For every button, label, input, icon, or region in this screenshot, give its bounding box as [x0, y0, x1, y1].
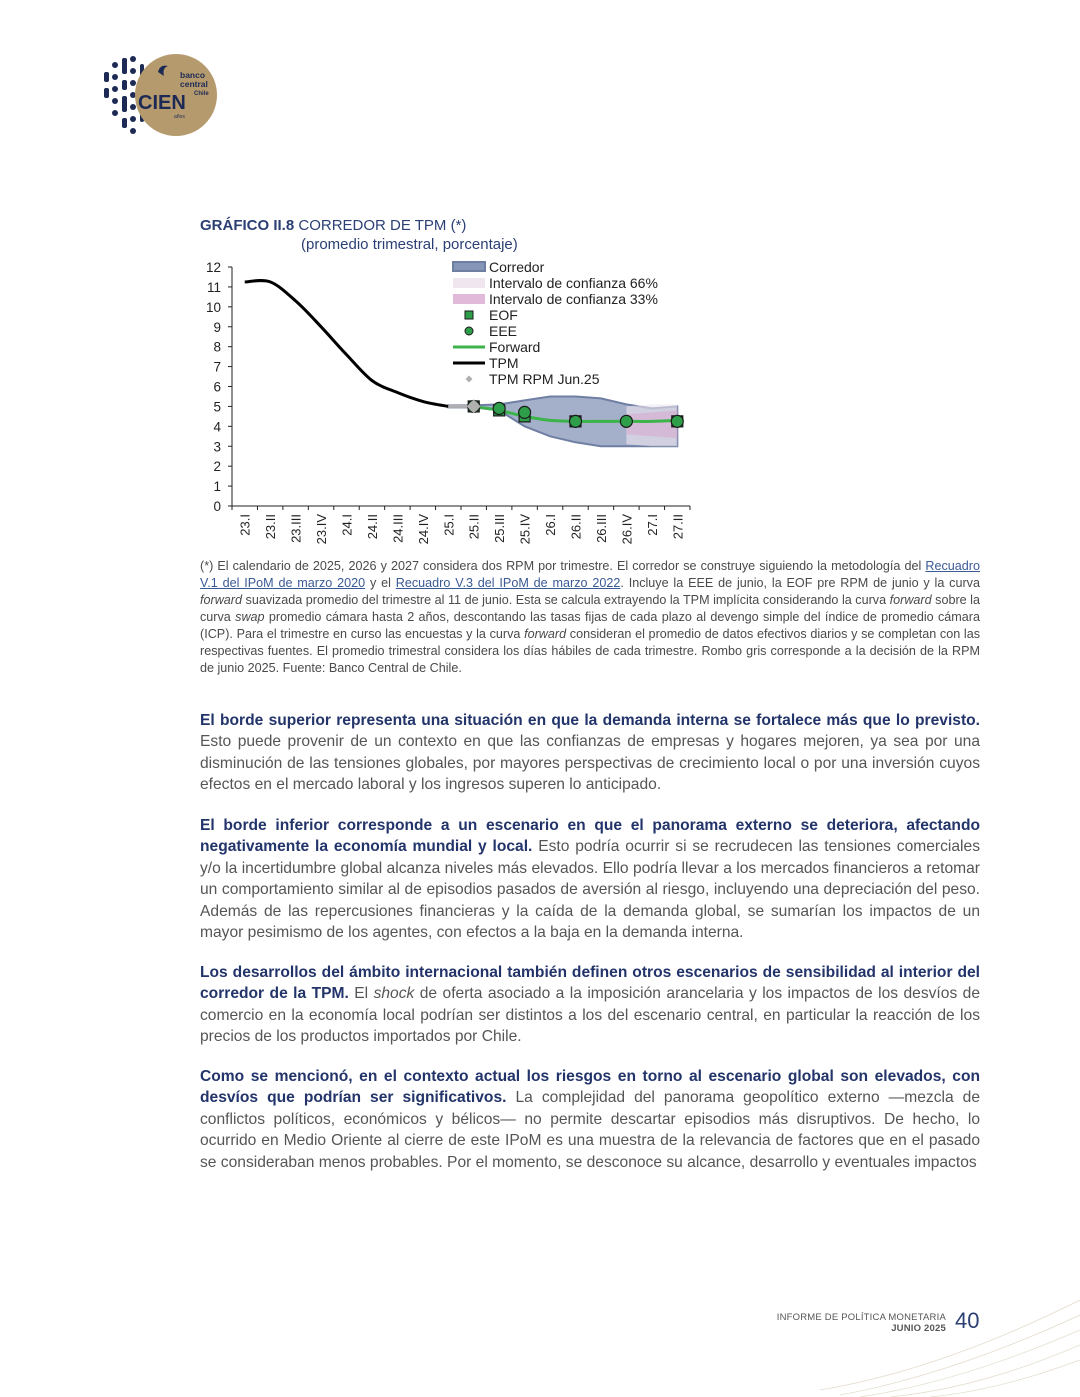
chart-title-text: CORREDOR DE TPM (*): [298, 217, 467, 234]
x-tick-label: 26.II: [568, 514, 584, 540]
note-italic-4: forward: [524, 627, 567, 641]
footer-date: JUNIO 2025: [891, 1323, 946, 1334]
eee-point: [671, 415, 683, 427]
note-text-4: suavizada promedio del trimestre al 11 de junio. Esta se calcula extrayendo la TPM implícita considerando la curva: [242, 593, 890, 607]
note-italic-3: swap: [235, 610, 265, 624]
chart-footnote: [200, 558, 980, 677]
note-text-2: y el: [365, 576, 396, 590]
x-tick-label: 25.IV: [517, 514, 533, 545]
x-tick-label: 27.II: [670, 514, 686, 540]
x-tick-label: 25.II: [466, 514, 482, 540]
y-tick-label: 2: [213, 459, 221, 475]
x-tick-label: 23.III: [288, 514, 304, 543]
link-recuadro-v1[interactable]: Recuadro V.1 del IPoM de marzo 2020: [200, 559, 980, 590]
band-intervalo-de-confianza-33-: [626, 410, 677, 438]
x-tick-label: 23.II: [263, 514, 279, 540]
legend-swatch-ci66: [453, 278, 485, 288]
legend-label: Corredor: [489, 259, 545, 275]
logo-text-banco: banco: [180, 70, 206, 80]
y-tick-label: 11: [206, 279, 221, 295]
x-tick-label: 23.IV: [314, 514, 330, 545]
x-tick-label: 24.II: [364, 514, 380, 540]
paragraph-lower-bound: [200, 815, 980, 943]
paragraph-international: [200, 962, 980, 1048]
legend-label: Forward: [489, 339, 541, 355]
footer-title: INFORME DE POLÍTICA MONETARIA: [776, 1312, 946, 1323]
legend-label: EEE: [489, 323, 518, 339]
x-tick-label: 27.I: [644, 514, 660, 536]
legend-label: Intervalo de confianza 66%: [489, 275, 658, 291]
legend-swatch-eee: [465, 327, 473, 335]
tpm-corridor-chart: [195, 256, 695, 552]
x-tick-label: 24.I: [339, 514, 355, 536]
paragraph-pre: El: [348, 985, 374, 1003]
y-tick-label: 0: [213, 499, 221, 514]
y-tick-label: 3: [213, 439, 221, 455]
x-tick-label: 26.III: [593, 514, 609, 543]
legend-label: TPM RPM Jun.25: [489, 371, 600, 387]
logo-text-cien: CIEN: [138, 92, 186, 114]
x-tick-label: 23.I: [237, 514, 253, 536]
y-tick-label: 4: [213, 419, 221, 435]
paragraph-body: de oferta asociado a la imposición arancelaria y los impactos de los desvíos de comercio en la economía local podrían ser distintos a los del escenario central, en particular la reacción de los precios de los productos importados por Chile.: [200, 985, 981, 1046]
legend-label: Intervalo de confianza 33%: [489, 291, 658, 307]
y-tick-label: 12: [205, 260, 221, 275]
note-italic-1: forward: [200, 593, 242, 607]
x-tick-label: 25.I: [441, 514, 457, 536]
paragraph-italic: shock: [373, 985, 415, 1003]
legend-swatch-diamond: [466, 376, 473, 383]
eee-point: [519, 406, 531, 418]
banco-central-cien-logo: [98, 52, 220, 138]
paragraph-body: La complejidad del panorama geopolítico externo —mezcla de conflictos políticos, económicos y bélicos— no permite descartar episodios más disruptivos. De hecho, lo ocurrido en Medio Oriente al cierre de este IPoM es una muestra de la relevancia de factores que en el pasado se consideraban menos probables. Por el momento, se desconoce su alcance, desarrollo y eventuales impactos: [200, 1089, 980, 1171]
note-text-1: (*) El calendario de 2025, 2026 y 2027 considera dos RPM por trimestre. El corredor se construye siguiendo la metodología del: [200, 559, 926, 573]
legend-swatch-ci33: [453, 294, 485, 304]
chart-subtitle: (promedio trimestral, porcentaje): [301, 236, 518, 253]
legend-label: TPM: [489, 355, 519, 371]
paragraph-body: Esto podría ocurrir si se recrudecen las tensiones comerciales y/o la incertidumbre global alcanza niveles más elevados. Ello podría llevar a los mercados financieros a retomar un comportamiento similar al de episodios pasados de aversión al riesgo, incluyendo una depreciación del peso. Además de las repercusiones financieras y la caída de la demanda global, se sumarían los impactos de un mayor pesimismo de los agentes, con efectos a la baja en la demanda interna.: [200, 838, 980, 942]
paragraph-upper-bound: [200, 710, 980, 796]
y-tick-label: 5: [213, 399, 221, 415]
y-tick-label: 8: [213, 339, 221, 355]
logo-text-chile: Chile: [194, 91, 209, 97]
logo-text-central: central: [180, 79, 208, 89]
link-recuadro-v3[interactable]: Recuadro V.3 del IPoM de marzo 2022: [395, 576, 621, 590]
note-text-5: sobre la curva: [200, 593, 980, 624]
legend-label: EOF: [489, 307, 518, 323]
eee-point: [493, 402, 505, 414]
y-tick-label: 10: [205, 299, 221, 315]
x-tick-label: 25.III: [492, 514, 508, 543]
footer-wave-decoration: [820, 1290, 1080, 1397]
eee-point: [570, 415, 582, 427]
eee-point: [620, 415, 632, 427]
x-tick-label: 26.I: [543, 514, 559, 536]
y-tick-label: 7: [213, 359, 221, 375]
series-tpm-line: [245, 281, 449, 407]
note-text-3: . Incluye la EEE de junio, la EOF pre RPM de junio y la curva: [620, 576, 980, 590]
paragraph-lead: Como se mencionó, en el contexto actual los riesgos en torno al escenario global son elevados, con desvíos que podrían ser significativos.: [200, 1068, 980, 1107]
note-text-6: promedio cámara hasta 2 años, descontando las tasas fijas de cada plazo al devengo simple del índice de promedio cámara (ICP). Para el trimestre en curso las encuestas y la curva: [200, 610, 981, 641]
legend-swatch-eof: [465, 311, 473, 319]
note-italic-2: forward: [889, 593, 932, 607]
paragraph-global-risks: [200, 1066, 980, 1173]
chart-label: GRÁFICO II.8: [200, 217, 295, 234]
x-tick-label: 24.IV: [415, 514, 431, 545]
page-number: 40: [955, 1308, 980, 1333]
legend-swatch-corredor: [453, 262, 485, 271]
footer-report-title: [777, 1312, 946, 1334]
paragraph-body: Esto puede provenir de un contexto en que las confianzas de empresas y hogares mejoren, ya sea por una disminución de las tensiones globales, por mayores perspectivas de crecimiento local o por una inversión cuyos efectos en el mercado laboral y los ingresos superen lo anticipado.: [200, 733, 980, 794]
paragraph-lead: El borde inferior corresponde a un escenario en que el panorama externo se deteriora, afectando negativamente la economía mundial y local.: [200, 817, 980, 856]
paragraph-lead: Los desarrollos del ámbito internacional también definen otros escenarios de sensibilidad al interior del corredor de la TPM.: [200, 964, 980, 1003]
x-tick-label: 26.IV: [619, 514, 635, 545]
y-tick-label: 6: [213, 379, 221, 395]
logo-text-anos: años: [174, 114, 185, 120]
paragraph-lead: El borde superior representa una situación en que la demanda interna se fortalece más que lo previsto.: [200, 712, 980, 729]
y-tick-label: 9: [213, 319, 221, 335]
note-text-7: consideran el promedio de datos efectivos diarios y se completan con las respectivas fuentes. El promedio trimestral considera los días hábiles de cada trimestre. Rombo gris corresponde a la decisión de la RPM de junio 2025. Fuente: Banco Central de Chile.: [200, 627, 980, 675]
chart-title: [200, 216, 466, 235]
x-tick-label: 24.III: [390, 514, 406, 543]
y-tick-label: 1: [213, 479, 221, 495]
